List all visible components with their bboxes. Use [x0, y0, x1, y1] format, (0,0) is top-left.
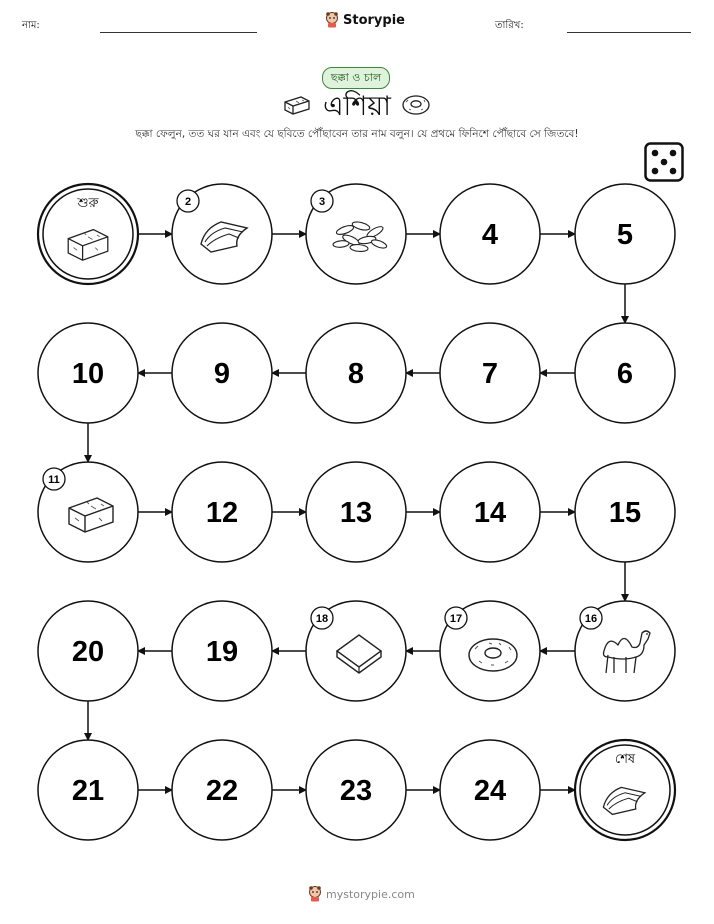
cell-number: 22	[205, 775, 239, 807]
cell-number: 19	[205, 636, 239, 668]
board-cell-7[interactable]	[440, 323, 540, 423]
board-cell-17[interactable]	[440, 601, 540, 701]
board-cell-21[interactable]	[38, 740, 138, 840]
cell-number: 18	[315, 613, 329, 625]
donut-icon	[469, 639, 517, 671]
cell-number: 14	[473, 497, 507, 529]
board-cell-5[interactable]	[575, 184, 675, 284]
page-title: এশিয়া	[323, 91, 391, 122]
cell-number: 4	[481, 219, 499, 251]
board-cell-25[interactable]	[575, 740, 675, 840]
cell-number: 6	[616, 358, 634, 390]
cell-number: 20	[71, 636, 105, 668]
cell-number: 10	[71, 358, 105, 390]
cell-number: 21	[71, 775, 105, 807]
board-cell-19[interactable]	[172, 601, 272, 701]
board-cell-4[interactable]	[440, 184, 540, 284]
board-cell-10[interactable]	[38, 323, 138, 423]
cell-number: 13	[339, 497, 373, 529]
cell-number: 11	[48, 474, 60, 486]
brand-name: Storypie	[343, 12, 405, 28]
board-cell-6[interactable]	[575, 323, 675, 423]
board-cell-14[interactable]	[440, 462, 540, 562]
cell-number: 8	[347, 358, 365, 390]
board-cell-15[interactable]	[575, 462, 675, 562]
footer	[308, 886, 415, 902]
board-cell-24[interactable]	[440, 740, 540, 840]
storypie-logo-icon	[308, 886, 322, 902]
cell-number: 15	[608, 497, 642, 529]
board-cell-12[interactable]	[172, 462, 272, 562]
name-label: নাম:	[22, 20, 40, 31]
cell-number: 12	[205, 497, 239, 529]
cell-number: 5	[616, 219, 634, 251]
cell-number: 17	[449, 613, 463, 625]
board-cell-16[interactable]	[575, 601, 675, 701]
cell-number: 16	[584, 613, 598, 625]
cell-number: 23	[339, 775, 373, 807]
board-cell-22[interactable]	[172, 740, 272, 840]
board-cell-3[interactable]	[306, 184, 406, 284]
board-cell-20[interactable]	[38, 601, 138, 701]
footer-site: mystorypie.com	[326, 887, 415, 901]
board-cell-23[interactable]	[306, 740, 406, 840]
cell-number: 24	[473, 775, 507, 807]
board-cell-9[interactable]	[172, 323, 272, 423]
date-label: তারিখ:	[495, 20, 524, 31]
cell-number: 3	[318, 196, 326, 208]
board-cell-2[interactable]	[172, 184, 272, 284]
board-cell-1[interactable]	[38, 184, 138, 284]
start-label: শুরু	[77, 196, 99, 211]
board-cell-18[interactable]	[306, 601, 406, 701]
cell-number: 2	[184, 196, 192, 208]
board-cell-8[interactable]	[306, 323, 406, 423]
board-cell-11[interactable]	[38, 462, 138, 562]
game-type-badge: ছক্কা ও চাল	[322, 67, 390, 89]
finish-label: শেষ	[614, 752, 636, 767]
board-cell-13[interactable]	[306, 462, 406, 562]
cell-number: 7	[481, 358, 499, 390]
cell-number: 9	[213, 358, 231, 390]
instructions: ছক্কা ফেলুন, তত ঘর যান এবং যে ছবিতে পৌঁছাবেন তার নাম বলুন। যে প্রথমে ফিনিশে পৌঁছাবে সে জিতবে!	[135, 128, 579, 140]
